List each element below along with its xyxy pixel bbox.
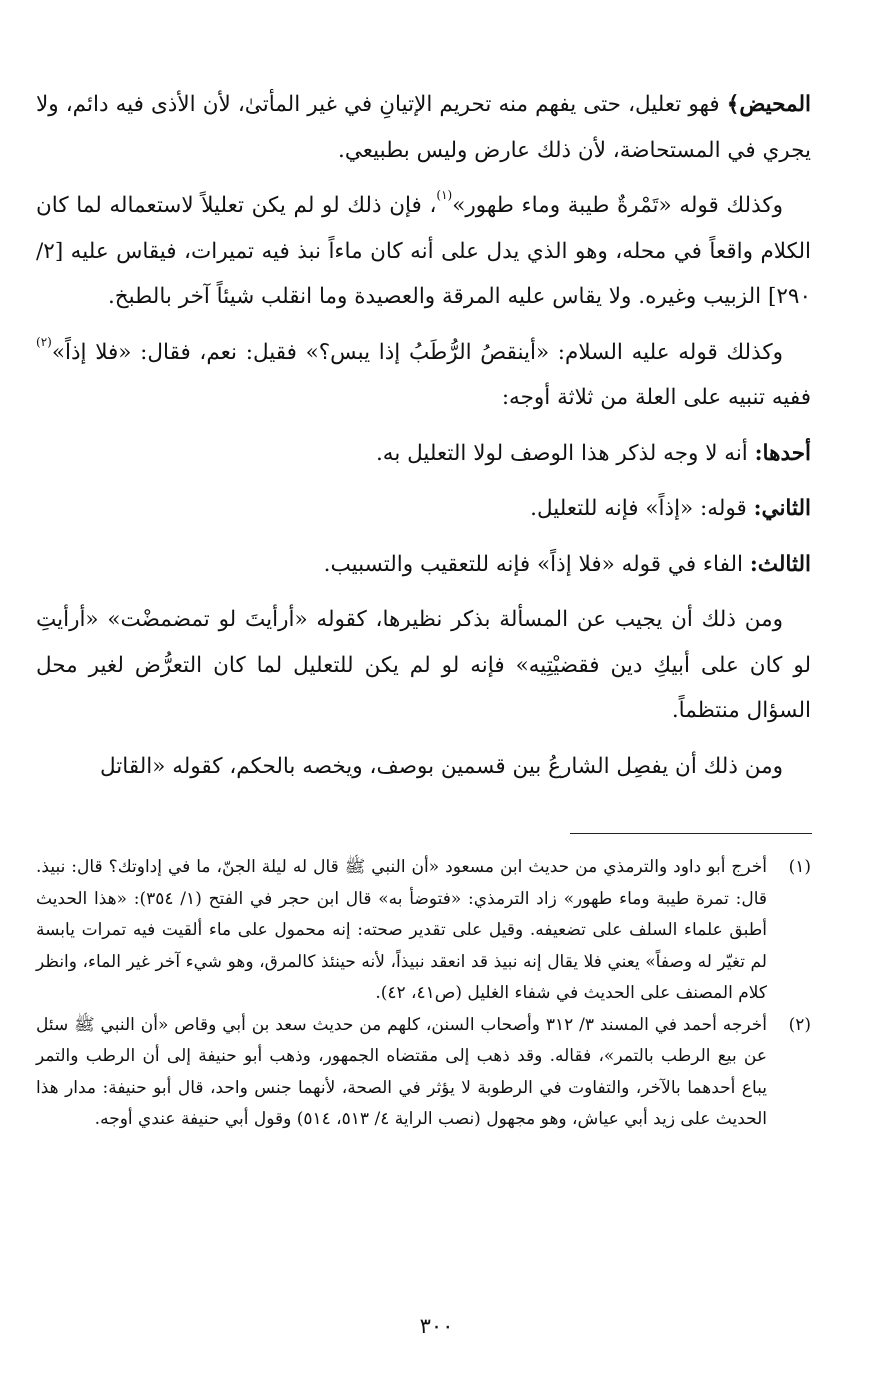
footnote-number: (٢): [788, 1014, 811, 1035]
paragraph-7: ومن ذلك أن يجيب عن المسألة بذكر نظيرها، كقوله «أرأيتَ لو تمضمضْت» «أرأيتِ لو كان على أبيكِ دين فقضيْتِيه» فإنه لو لم يكن للتعليل لما كان التعرُّض لغير محل السؤال منتظماً.: [36, 607, 811, 723]
paragraph-5-body: قوله: «إذاً» فإنه للتعليل.: [530, 496, 754, 521]
footnote-text: أخرجه أحمد في المسند ٣/ ٣١٢ وأصحاب السنن، كلهم من حديث سعد بن أبي وقاص «أن النبي ﷺ سئل عن بيع الرطب بالتمر»، فقاله. وقد ذهب إلى مقتضاه الجمهور، وذهب أبو حنيفة إلى أن الرطب والتمر يباع أحدهما بالآخر، والتفاوت في الرطوبة لا يؤثر في الصحة، لأنهما جنس واحد، قال أبو حنيفة: مدار هذا الحديث على زيد أبي عياش، وهو مجهول (نصب الراية ٤/ ٥١٣، ٥١٤) وقول أبي حنيفة عندي أوجه.: [36, 1014, 767, 1129]
paragraph-3-part-b: ففيه تنبيه على العلة من ثلاثة أوجه:: [501, 385, 811, 410]
footnote-1: [36, 852, 811, 1010]
paragraph-2: [36, 183, 811, 320]
footnote-ref-1[interactable]: (١): [436, 188, 453, 202]
footnote-divider: [570, 833, 812, 834]
paragraph-1: [36, 82, 811, 173]
paragraph-2-part-a: وكذلك قوله «تَمْرةٌ طيبة وماء طهور»: [452, 193, 783, 218]
paragraph-4-lead: أحدها:: [754, 440, 811, 466]
paragraph-6-body: الفاء في قوله «فلا إذاً» فإنه للتعقيب والتسبيب.: [323, 551, 750, 577]
paragraph-5: [36, 486, 811, 532]
paragraph-1-body: فهو تعليل، حتى يفهم منه تحريم الإتيانِ في غير المأتىٰ، لأن الأذى فيه دائم، ولا يجري في المستحاضة، لأن ذلك عارض وليس بطبيعي.: [36, 92, 811, 163]
paragraph-5-lead: الثاني:: [753, 496, 811, 521]
paragraph-4-body: أنه لا وجه لذكر هذا الوصف لولا التعليل به.: [375, 440, 755, 466]
paragraph-6: [36, 542, 811, 588]
paragraph-3-part-a: وكذلك قوله عليه السلام: «أينقصُ الرُّطَبُ إذا يبس؟» فقيل: نعم، فقال: «فلا إذاً»: [51, 339, 783, 365]
paragraph-4: [36, 431, 811, 477]
footnote-ref-2[interactable]: (٢): [36, 334, 52, 349]
footnotes: [36, 852, 811, 1136]
paragraph-8: ومن ذلك أن يفصِل الشارعُ بين قسمين بوصف، ويخصه بالحكم، كقوله «القاتل: [100, 753, 783, 779]
paragraph-3: [36, 330, 811, 421]
paragraph-1-lead: المحيض﴾: [726, 92, 811, 117]
paragraph-6-lead: الثالث:: [749, 551, 811, 577]
footnote-2: [36, 1010, 811, 1136]
page-number: ٣٠٠: [419, 1314, 454, 1338]
footnote-text: أخرج أبو داود والترمذي من حديث ابن مسعود «أن النبي ﷺ قال له ليلة الجنّ، ما في إداوتك؟ قال: نبيذ. قال: تمرة طيبة وماء طهور» زاد الترمذي: «فتوضأ به» قال ابن حجر في الفتح (١/ ٣٥٤): «هذا الحديث أطبق علماء السلف على تضعيفه. وقيل على تقدير صحته: إنه محمول على ماء ألقيت فيه تمرات يابسة لم تغيّر له وصفاً» يعني فلا يقال إنه نبيذ قد انعقد نبيذاً، لأنه حينئذ كالمرق، وهو شيء آخر غير الماء، وانظر كلام المصنف على الحديث في شفاء الغليل (ص٤١، ٤٢).: [36, 857, 768, 1003]
footnote-number: (١): [788, 857, 811, 877]
paragraph-2-part-b: ، فإن ذلك لو لم يكن تعليلاً لاستعماله لما كان الكلام واقعاً في محله، وهو الذي يدل على أنه كان ماءاً نبذ فيه تميرات، فيقاس عليه [٢/ ٢٩٠] الزبيب وغيره. ولا يقاس عليه المرقة والعصيدة وما انقلب شيئاً آخر بالطبخ.: [36, 193, 811, 309]
main-text: [36, 82, 811, 799]
